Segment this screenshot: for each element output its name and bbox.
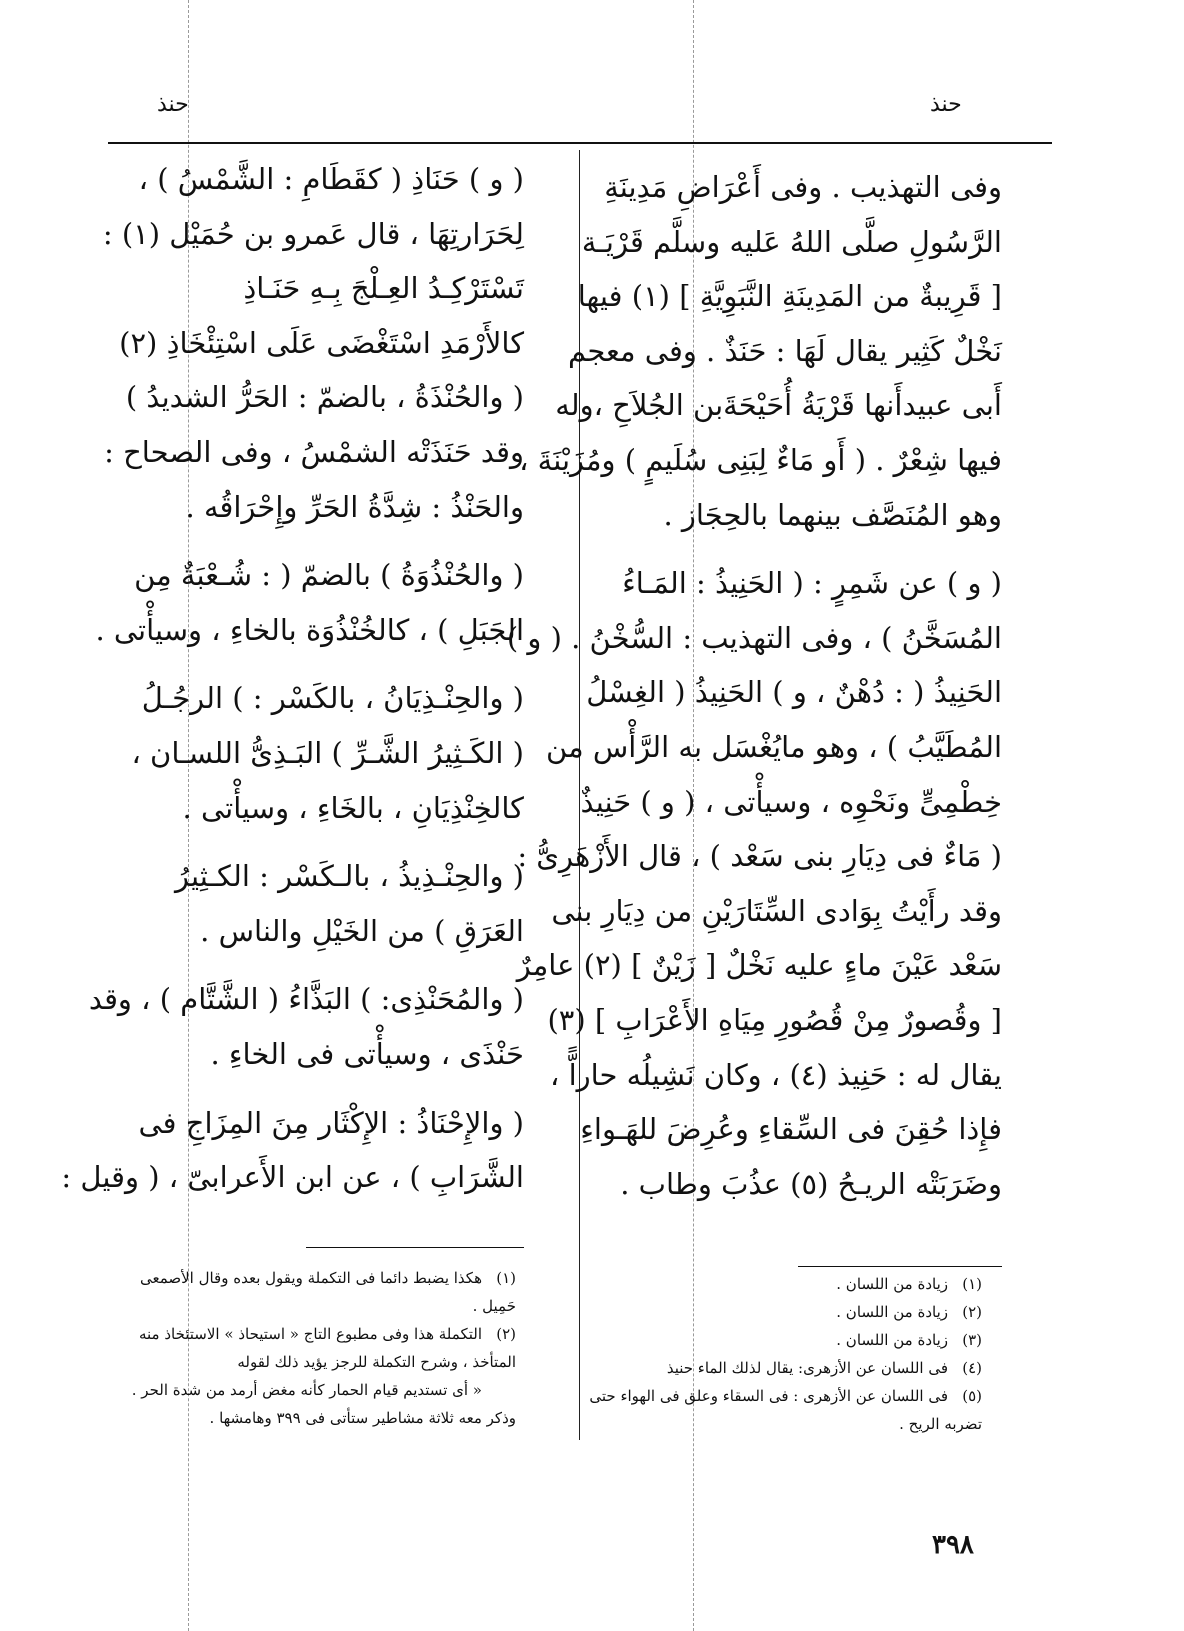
footnote-text: فى اللسان عن الأزهرى : فى السقاء وعلق فى الهواء حتى (589, 1387, 948, 1405)
text-line: المُسَخَّنُ ) ، وفى التهذيب : السُّخْنُ . ( و ) (506, 620, 1002, 655)
text-line: الشَّرَابِ ) ، عن ابن الأَعرابىّ ، ( وقيل : (61, 1160, 524, 1195)
text-line: كالخِنْذِيَانِ ، بالخَاءِ ، وسيأْتى . (182, 790, 524, 825)
text-line: المُطَيَّبُ ) ، وهو مايُغْسَل به الرَّأْس من (546, 729, 1002, 764)
text-line: ( والحُنْذَةُ ، بالضمّ : الحَرُّ الشديدُ ) (125, 380, 524, 415)
text-line: وقد رأَيْتُ بِوَادى السِّتَارَيْنِ من دِيَارِ بنى (551, 893, 1002, 928)
footnote-rule-left (306, 1247, 524, 1248)
text-line: لِحَرَارتِهَا ، قال عَمرو بن حُمَيْل (١) : (102, 216, 524, 251)
footnote-continuation: حَمِيل . (472, 1297, 516, 1315)
footnote (98, 1264, 516, 1292)
text-line: ( الكَـثِيرُ الشَّـرِّ ) البَـذِىُّ اللسـان ، (131, 735, 524, 770)
footnote (590, 1270, 982, 1298)
text-line: ( والإِحْنَاذُ : الإِكْثَار مِنَ المِزَاجِ فى (138, 1105, 524, 1140)
text-line: ( والحِنْـذِيذُ ، بالـكَسْر : الكـثِيرُ (175, 859, 524, 894)
text-line: ( والحِنْـذِيَانُ ، بالكَسْر : ) الرجُـلُ (141, 681, 524, 716)
text-line: [ قَرِيبةٌ من المَدِينَةِ النَّبَوِيَّةِ ] (١) فيها (577, 279, 1002, 314)
text-line: الرَّسُولِ صلَّى اللهُ عَليه وسلَّم قَرْيَـة (581, 224, 1002, 259)
text-line: فيها شِعْرٌ . ( أَو مَاءٌ لِبَنِى سُلَيمٍ ) ومُزَيْنَةَ ، (519, 442, 1002, 477)
footnote-continuation: وذكر معه ثلاثة مشاطير ستأتى فى ٣٩٩ وهامشها . (209, 1409, 516, 1427)
text-line: ( والمُحَنْذِى: ) البَذَّاءُ ( الشَّتَّام ) ، وقد (88, 982, 524, 1017)
page-number: ٣٩٨ (932, 1530, 974, 1560)
footnote-number: (٣) (962, 1331, 982, 1349)
text-line: كالأَرْمَدِ اسْتَغْضَى عَلَى اسْتِئْخَاذِ (٢) (119, 325, 524, 360)
footnote-number (482, 1376, 516, 1404)
text-line: أَبى عبيدأَنها قَرْيَةُ أُحَيْحَةَبن الجُلاَحِ ،وله (555, 388, 1002, 423)
footnote-text: التكملة هذا وفى مطبوع التاج « استيحاذ » الاستئخاذ منه (138, 1325, 482, 1343)
paragraph-gap (106, 657, 524, 671)
text-line: ( و ) عن شَمِرٍ : ( الحَنِيذُ : المَـاءُ (622, 566, 1002, 601)
text-line: حَنْذَى ، وسيأْتى فى الخاءِ . (210, 1036, 524, 1071)
footnote-continuation: تضربه الريح . (899, 1415, 982, 1433)
text-line: والحَنْذُ : شِدَّةُ الحَرِّ وإِحْرَاقُه . (185, 489, 524, 524)
footnote-text: فى اللسان عن الأزهرى: يقال لذلك الماء حنيذ (666, 1359, 948, 1377)
footnote (98, 1376, 516, 1404)
footnote-number: (٤) (962, 1359, 982, 1377)
footnote-text: « أى تستديم قيام الحمار كأنه مغض أرمد من شدة الحر . (131, 1381, 482, 1399)
footnote-number: (١) (496, 1269, 516, 1287)
footnote-continuation: المتأخذ ، وشرح التكملة للرجز يؤيد ذلك لقوله (237, 1353, 516, 1371)
text-line: ( و ) حَنَاذِ ( كقَطَامِ : الشَّمْسُ ) ، (138, 162, 524, 196)
paragraph-gap (106, 534, 524, 548)
footnote-number: (١) (962, 1275, 982, 1293)
footnotes-left (98, 1264, 516, 1432)
text-line: يقال له : حَنِيذ (٤) ، وكان نَشِيلُه حاراًّ ، (550, 1057, 1002, 1092)
footnote (590, 1298, 982, 1326)
footnote (590, 1382, 982, 1410)
footnote (590, 1326, 982, 1354)
footnote-text: زيادة من اللسان . (836, 1303, 948, 1321)
text-line: الجَبَلِ ) ، كالخُنْذُوَة بالخاءِ ، وسيأْتى . (95, 612, 524, 647)
paragraph-gap (106, 835, 524, 849)
footnote-number: (٥) (962, 1387, 982, 1405)
text-line: تَسْتَرْكِـدُ العِـلْجَ بِـهِ حَنَـاذِ (243, 271, 524, 306)
paragraph-gap (598, 542, 1002, 556)
text-line: سَعْد عَيْنَ ماءٍ عليه نَخْلٌ [ زَيْنٌ ] (٢) عامِرٌ (516, 948, 1002, 983)
footnote-number: (٢) (496, 1325, 516, 1343)
text-line: وضَرَبَتْه الريـحُ (٥) عذُبَ وطاب . (620, 1166, 1002, 1201)
text-line: نَخْلٌ كَثِير يقال لَهَا : حَنَذٌ . وفى معجم (568, 333, 1002, 368)
footnote (590, 1354, 982, 1382)
footnotes-right (590, 1270, 982, 1438)
paragraph-gap (106, 1082, 524, 1096)
text-line: وفى التهذيب . وفى أَعْرَاضِ مَدِينَةِ (604, 170, 1002, 204)
right-column (506, 160, 1002, 1211)
running-header-left: حنذ (157, 92, 189, 117)
footnote (98, 1320, 516, 1348)
footnote-text: زيادة من اللسان . (836, 1275, 948, 1293)
text-line: ( مَاءٌ فى دِيَارِ بنى سَعْد ) ، قال الأَزْهَرِىُّ : (517, 839, 1002, 874)
text-line: [ وقُصورٌ مِنْ قُصُورِ مِيَاهِ الأَعْرَابِ ] (٣) (547, 1002, 1002, 1037)
text-line: الحَنِيذُ ( : دُهْنٌ ، و ) الحَنِيذُ ( الغِسْلُ (586, 675, 1002, 710)
text-line: وقد حَنَذَتْه الشمْسُ ، وفى الصحاح : (104, 434, 524, 469)
left-column (61, 152, 524, 1205)
text-line: العَرَقِ ) من الخَيْلِ والناس . (200, 913, 524, 948)
footnote-number: (٢) (962, 1303, 982, 1321)
footnote-rule-right (798, 1266, 1002, 1267)
running-header-right: حنذ (930, 92, 962, 117)
text-line: خِطْمِىٍّ ونَحْوِه ، وسيأْتى ، ( و ) حَنِيذٌ (580, 784, 1002, 819)
text-line: وهو المُنَصَّف بينهما بالحِجَاز . (663, 497, 1002, 532)
paragraph-gap (106, 958, 524, 972)
text-line: ( والحُنْذُوَةُ ) بالضمّ ( : شُـعْبَةٌ مِن (134, 558, 524, 593)
text-line: فإِذا حُقِنَ فى السِّقاءِ وعُرِضَ للهَـواءِ (580, 1112, 1002, 1147)
footnote-text: زيادة من اللسان . (836, 1331, 948, 1349)
footnote-text: هكذا يضبط دائما فى التكملة ويقول بعده وقال الأصمعى (139, 1269, 482, 1287)
header-rule (108, 142, 1052, 144)
